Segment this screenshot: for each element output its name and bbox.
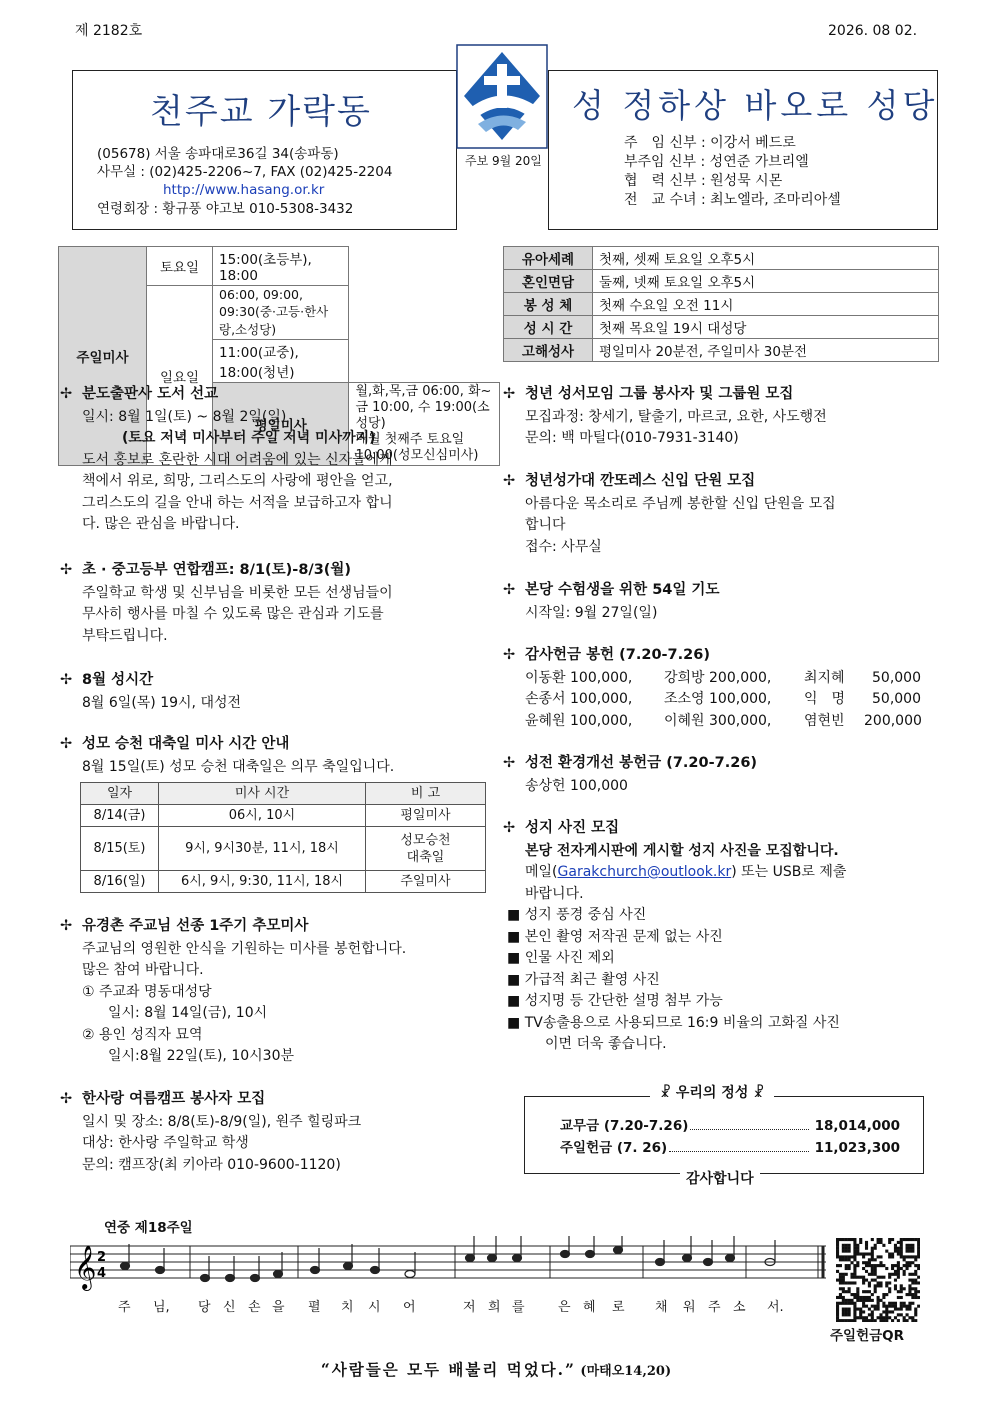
column-header: 비 고 (366, 783, 486, 805)
chi-rho-icon: ☧ (753, 1085, 765, 1101)
text-line: 그리스도의 길을 안내 하는 서적을 보급하고자 합니 (82, 494, 393, 511)
quote-text: “사람들은 모두 배불리 먹었다.” (320, 1360, 576, 1379)
phone: 사무실 : (02)425-2206~7, FAX (02)425-2204 (97, 164, 393, 180)
issue-date: 2026. 08 02. (828, 23, 918, 39)
text-line: 시작일: 9월 27일(일) (525, 604, 658, 621)
sacrament-value-5: 평일미사 20분전, 주일미사 30분전 (593, 339, 939, 362)
section-assumption-mass (60, 734, 490, 893)
offering-title: ☧ 우리의 정성 ☧ (650, 1082, 774, 1102)
quote-reference: (마태오14,20) (580, 1364, 672, 1379)
section-exam-prayer (503, 580, 943, 624)
qr-label: 주일헌금QR (830, 1328, 905, 1344)
text-line: 책에서 위로, 희망, 그리스도의 사랑에 평안을 얻고, (82, 473, 393, 489)
section-title: 한사랑 여름캠프 봉사자 모집 (82, 1091, 266, 1107)
svg-text:2: 2 (97, 1250, 107, 1265)
section-summer-camp (60, 1089, 490, 1176)
list-item: ■ 성지명 등 간단한 설명 첨부 가능 (507, 993, 723, 1009)
cross-icon: ✢ (503, 820, 516, 836)
sacrament-label-1: 유아세례 (504, 247, 593, 270)
cross-icon: ✢ (503, 473, 516, 489)
lyric-syllable: 서. (767, 1300, 784, 1315)
lyric-syllable: 저 (463, 1300, 476, 1315)
text-line: 이면 더욱 좋습니다. (545, 1036, 667, 1052)
section-youth-bible (503, 384, 943, 450)
weekday-mass-label: 평일미사 (213, 383, 349, 466)
sunday-mass-label: 주일미사 (59, 247, 147, 466)
text-line: 바랍니다. (525, 885, 584, 902)
clergy-1: 주 임 신부 : 이강서 베드로 (624, 135, 796, 151)
sacrament-value-3: 첫째 수요일 오전 11시 (593, 293, 939, 316)
list-item: ■ TV송출용으로 사용되므로 16:9 비율의 고화질 사진 (507, 1014, 840, 1031)
music-title: 연중 제18주일 (104, 1220, 193, 1236)
email-link[interactable]: Garakchurch@outlook.kr (557, 864, 732, 880)
music-staff (70, 1236, 830, 1296)
clergy-2: 부주임 신부 : 성연준 가브리엘 (624, 154, 809, 170)
sunday-times-1: 06:00, 09:00, 09:30(중·고등·한사랑,소성당) (213, 286, 349, 340)
saturday-times: 15:00(초등부), 18:00 (213, 247, 349, 286)
square-bullet-icon: ■ (507, 993, 525, 1009)
section-title: 유경촌 주교님 선종 1주기 추모미사 (82, 918, 309, 934)
section-title: 성모 승천 대축일 미사 시간 안내 (82, 736, 290, 752)
lyric-syllable: 혜 (583, 1300, 596, 1315)
diocese-title: 천주교 가락동 (150, 92, 372, 132)
section-title: 성지 사진 모집 (525, 820, 620, 836)
square-bullet-icon: ■ (507, 907, 525, 923)
section-title: 감사헌금 봉헌 (7.20-7.26) (525, 647, 710, 663)
table-row: 8/15(토) 9시, 9시30분, 11시, 18시 성모승천 대축일 (81, 827, 486, 871)
assumption-mass-table (80, 782, 486, 893)
lyric-syllable: 손 (248, 1300, 261, 1315)
square-bullet-icon: ■ (507, 1014, 525, 1031)
weekday-times-1: 월,화,목,금 06:00, 화~금 10:00, 수 19:00(소성당) (355, 384, 492, 431)
section-title: 본당 수험생을 위한 54일 기도 (525, 582, 720, 598)
sacrament-label-5: 고해성사 (504, 339, 593, 362)
text-line: ② 용인 성직자 묘역 (82, 1026, 203, 1043)
sacrament-label-2: 혼인면담 (504, 270, 593, 293)
column-header: 미사 시간 (159, 783, 366, 805)
offering-box (524, 1096, 924, 1174)
donor-row: 이동환 100,000, 강희방 200,000, 최지혜 50,000 (525, 669, 921, 686)
parish-logo (456, 44, 548, 149)
section-title: 초 · 중고등부 연합캠프: 8/1(토)-8/3(월) (82, 562, 352, 578)
address: (05678) 서울 송파대로36길 34(송파동) (97, 146, 339, 162)
lyric-syllable: 당 (198, 1300, 211, 1315)
lyric-syllable: 소 (733, 1300, 746, 1315)
sunday-label: 일요일 (147, 286, 213, 466)
text-line: 송상헌 100,000 (525, 777, 628, 794)
lyric-syllable: 어 (403, 1300, 416, 1315)
text-line: (토요 저녁 미사부터 주일 저녁 미사까지) (122, 430, 376, 446)
text-line: 접수: 사무실 (525, 538, 602, 555)
weekday-times-2: 매월 첫째주 토요일 10:00(성모신심미사) (355, 432, 479, 463)
list-item: ■ 가급적 최근 촬영 사진 (507, 971, 660, 988)
lyric-syllable: 치 (341, 1300, 354, 1315)
cross-icon: ✢ (60, 1091, 73, 1107)
text-line: 8월 6일(목) 19시, 대성전 (82, 694, 242, 711)
lyric-syllable: 주 (118, 1300, 131, 1315)
text-line: 주교님의 영원한 안식을 기원하는 미사를 봉헌합니다. (82, 940, 407, 957)
offering-thanks: 감사합니다 (680, 1168, 760, 1188)
chair-contact: 연령회장 : 황규풍 야고보 010-5308-3432 (97, 201, 354, 217)
cross-icon: ✢ (60, 386, 73, 402)
footer-quote (0, 1358, 992, 1380)
cross-icon: ✢ (60, 562, 73, 578)
lyric-syllable: 를 (512, 1300, 525, 1315)
section-title: 성전 환경개선 봉헌금 (7.20-7.26) (525, 755, 758, 771)
lyric-syllable: 을 (272, 1300, 285, 1315)
offering-row-1: 교무금 (7.20-7.26) 18,014,000 (560, 1118, 900, 1134)
text-line: 도서 홍보로 혼란한 시대 어려움에 있는 신자들에게 (82, 451, 393, 468)
section-title: 청년 성서모임 그룹 봉사자 및 그룹원 모집 (525, 386, 794, 402)
text-line: 일시: 8월 1일(토) ~ 8월 2일(일) (82, 408, 287, 425)
svg-text:4: 4 (97, 1266, 107, 1281)
cross-icon: ✢ (60, 672, 73, 688)
section-environment-offering (503, 753, 943, 797)
cross-icon: ✢ (503, 755, 516, 771)
section-book-mission (60, 384, 490, 536)
lyric-syllable: 펼 (308, 1300, 321, 1315)
text-line: 무사히 행사를 마칠 수 있도록 많은 관심과 기도를 (82, 606, 384, 622)
section-title: 청년성가대 깐또레스 신입 단원 모집 (525, 473, 756, 489)
section-title: 8월 성시간 (82, 672, 154, 688)
clergy-3: 협 력 신부 : 원성묵 시몬 (624, 173, 783, 189)
sacrament-schedule-table (503, 246, 939, 362)
lyric-syllable: 주 (708, 1300, 721, 1315)
text-line: 본당 전자게시판에 게시할 성지 사진을 모집합니다. (525, 842, 839, 859)
donor-row: 윤혜원 100,000, 이혜원 300,000, 염현빈 200,000 (525, 712, 922, 729)
column-header: 일자 (81, 783, 159, 805)
text-line: 주일학교 학생 및 신부님을 비롯한 모든 선생님들이 (82, 584, 393, 601)
text-line: 메일(Garakchurch@outlook.kr) 또는 USB로 제출 (525, 864, 847, 880)
text-line: 아름다운 목소리로 주님께 봉한할 신입 단원을 모집 (525, 495, 836, 512)
parish-title: 성 정하상 바오로 성당 (572, 86, 939, 125)
text-line: 8월 15일(토) 성모 승천 대축일은 의무 축일입니다. (82, 758, 395, 775)
text-line: 모집과정: 창세기, 탈출기, 마르코, 요한, 사도행전 (525, 408, 827, 425)
sacrament-value-4: 첫째 목요일 19시 대성당 (593, 316, 939, 339)
sunday-times-2: 11:00(교중), 18:00(청년) (213, 340, 349, 383)
cross-icon: ✢ (503, 582, 516, 598)
text-line: 부탁드립니다. (82, 627, 168, 644)
qr-code[interactable] (836, 1238, 920, 1322)
cross-icon: ✢ (60, 918, 73, 934)
cross-icon: ✢ (503, 386, 516, 402)
list-item: ■ 성지 풍경 중심 사진 (507, 907, 647, 923)
lyric-syllable: 은 (558, 1300, 571, 1315)
website-link[interactable]: http://www.hasang.or.kr (163, 182, 325, 198)
text-line: 대상: 한사랑 주일학교 학생 (82, 1135, 249, 1151)
section-youth-choir (503, 471, 943, 558)
clergy-4: 전 교 수녀 : 최노엘라, 조마리아셀 (624, 192, 841, 208)
lyric-syllable: 신 (223, 1300, 236, 1315)
text-line: 일시: 8월 14일(금), 10시 (108, 1005, 268, 1021)
bulletin-date: 주보 9월 20일 (465, 154, 542, 168)
saturday-label: 토요일 (147, 247, 213, 286)
text-line: 문의: 백 마틸다(010-7931-3140) (525, 430, 739, 446)
lyric-syllable: 님, (153, 1300, 170, 1315)
lyric-syllable: 시 (368, 1300, 381, 1315)
offering-row-2: 주일헌금 (7. 26) 11,023,300 (560, 1140, 900, 1156)
section-shrine-photos (503, 818, 943, 1056)
sacrament-label-4: 성 시 간 (504, 316, 593, 339)
treble-clef-icon: 𝄞 (74, 1245, 97, 1289)
text-line: 많은 참여 바랍니다. (82, 962, 204, 978)
cross-icon: ✢ (503, 647, 516, 663)
sacrament-label-3: 봉 성 체 (504, 293, 593, 316)
donor-row: 손종서 100,000, 조소영 100,000, 익 명 50,000 (525, 691, 921, 707)
text-line: 합니다 (525, 517, 566, 533)
text-line: 일시:8월 22일(토), 10시30분 (108, 1048, 295, 1064)
text-line: 다. 많은 관심을 바랍니다. (82, 516, 240, 532)
text-line: 일시 및 장소: 8/8(토)-8/9(일), 원주 힐링파크 (82, 1113, 362, 1130)
sacrament-value-2: 둘째, 넷째 토요일 오후5시 (593, 270, 939, 293)
text-line: ① 주교좌 명동대성당 (82, 983, 212, 1000)
lyric-syllable: 워 (683, 1300, 696, 1315)
text-line: 문의: 캠프장(최 키아라 010-9600-1120) (82, 1156, 341, 1173)
lyric-syllable: 로 (612, 1300, 625, 1315)
square-bullet-icon: ■ (507, 928, 525, 945)
square-bullet-icon: ■ (507, 971, 525, 988)
square-bullet-icon: ■ (507, 950, 525, 966)
table-row: 8/16(일) 6시, 9시, 9:30, 11시, 18시 주일미사 (81, 871, 486, 893)
sacrament-value-1: 첫째, 셋째 토요일 오후5시 (593, 247, 939, 270)
lyric-syllable: 희 (488, 1300, 501, 1315)
list-item: ■ 인물 사진 제외 (507, 950, 615, 966)
issue-number: 제 2182호 (75, 23, 143, 39)
table-row: 8/14(금) 06시, 10시 평일미사 (81, 805, 486, 827)
section-thanks-offering (503, 645, 943, 732)
section-title: 분도출판사 도서 선교 (82, 386, 219, 402)
section-joint-camp (60, 560, 490, 647)
cross-icon: ✢ (60, 736, 73, 752)
section-memorial-mass (60, 916, 490, 1068)
lyric-syllable: 채 (655, 1300, 668, 1315)
chi-rho-icon: ☧ (660, 1085, 671, 1101)
list-item: ■ 본인 촬영 저작권 문제 없는 사진 (507, 928, 723, 945)
section-holy-hour (60, 670, 490, 714)
